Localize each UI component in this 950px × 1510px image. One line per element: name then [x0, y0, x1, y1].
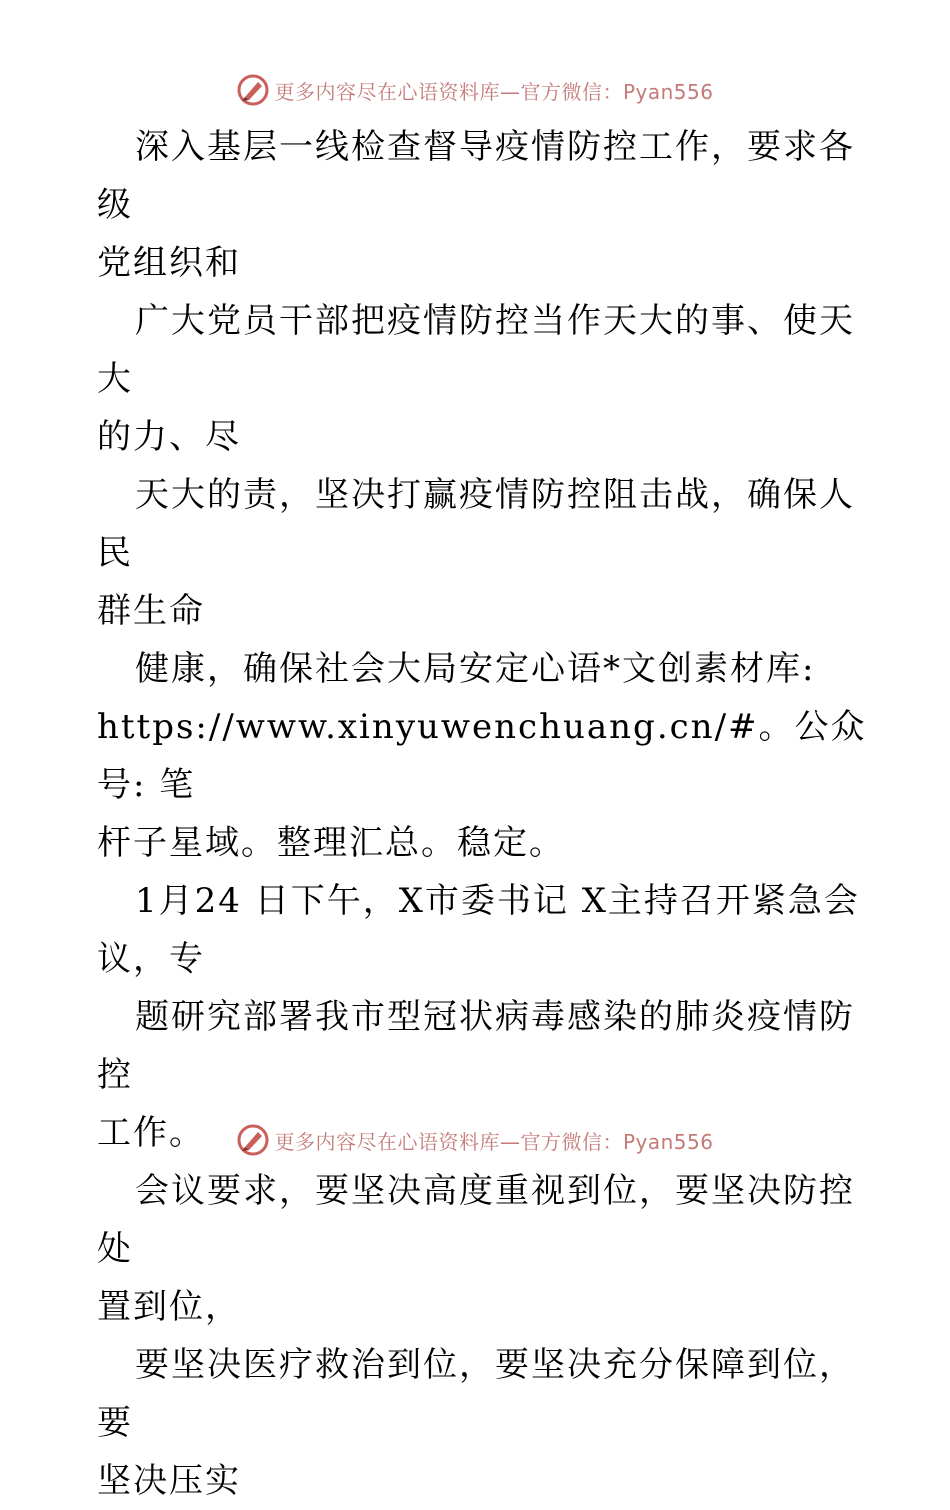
line-8-url: https://www.xinyuwenchuang.cn/#。公众号: 笔 [97, 707, 867, 805]
line-16: 要坚决医疗救治到位，要坚决充分保障到位，要 [97, 1345, 855, 1443]
line-11: 议，专 [97, 939, 205, 979]
line-13: 工作。 [97, 1113, 205, 1153]
line-15: 置到位， [97, 1287, 241, 1327]
watermark-logo-icon [236, 1123, 270, 1157]
line-10: 1月24 日下午，X市委书记 X主持召开紧急会 [135, 881, 860, 921]
line-1: 深入基层一线检查督导疫情防控工作，要求各级 [97, 127, 855, 225]
header-watermark [0, 70, 950, 110]
line-6: 群生命 [97, 591, 205, 631]
line-5: 天大的责，坚决打赢疫情防控阻击战，确保人民 [97, 475, 855, 573]
document-body [97, 118, 877, 1510]
line-9: 杆子星域。整理汇总。稳定。 [97, 823, 565, 863]
line-14: 会议要求，要坚决高度重视到位，要坚决防控处 [97, 1171, 855, 1269]
watermark-text: 更多内容尽在心语资料库—官方微信：Pyan556 [274, 79, 714, 104]
line-12: 题研究部署我市型冠状病毒感染的肺炎疫情防控 [97, 997, 855, 1095]
line-3: 广大党员干部把疫情防控当作天大的事、使天大 [97, 301, 855, 399]
line-4: 的力、尽 [97, 417, 241, 457]
line-17: 坚决压实 [97, 1461, 241, 1501]
footer-watermark [0, 1120, 950, 1160]
watermark-logo-icon [236, 73, 270, 107]
watermark-text: 更多内容尽在心语资料库—官方微信：Pyan556 [274, 1129, 714, 1154]
line-7: 健康，确保社会大局安定心语*文创素材库: [135, 649, 816, 689]
line-2: 党组织和 [97, 243, 241, 283]
